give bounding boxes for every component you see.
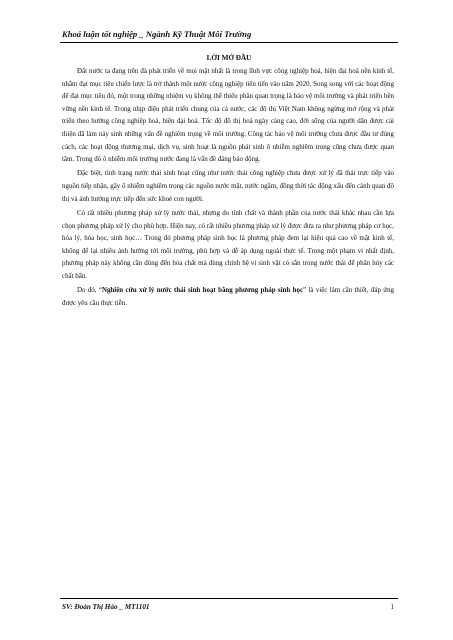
paragraph-3: Có rất nhiều phương pháp xử lý nước thải, nhưng do tính chất và thành phần của nước thải khác nhau cần lựa chọn phương pháp xử lý cho phù hợp. Hiện nay, có rất nhiều phương pháp xử lý được đưa ra như phương pháp cơ học, hóa lý, hóa học, sinh học… Trong đó phương pháp sinh học là phương pháp đem lại hiệu quả cao về mặt kinh tế, không để lại nhiều ảnh hưởng tới môi trường, phù hợp và dễ áp dụng ngoài thực tế. Trong một phạm vi nhất định, phương pháp này không cần dùng đến hóa chất mà dùng chính hệ vi sinh vật có sẵn trong nước thải để phân hủy các chất bẩn.	[62, 208, 394, 280]
closing-prefix: Do đó, “	[77, 286, 102, 295]
footer-author: SV: Đoàn Thị Hảo _ MT1101	[62, 603, 150, 611]
running-header: Khoá luận tốt nghiệp _ Ngành Kỹ Thuật Môi Trường	[62, 29, 252, 39]
thesis-topic: Nghiên cứu xử lý nước thải sinh hoạt bằng phương pháp sinh học	[101, 286, 304, 295]
page-number: 1	[390, 603, 394, 611]
footer-divider	[60, 598, 398, 599]
header-divider	[60, 42, 398, 43]
document-body	[62, 65, 394, 311]
paragraph-1: Đất nước ta đang trên đà phát triển về mọi mặt nhất là trong lĩnh vực công nghiệp hoá, hiện đại hoá nền kinh tế, nhằm đạt mục tiêu chiến lược là trở thành một nước công nghiệp tiên tiến vào năm 2020. Song song với các hoạt động để đạt mục tiêu đó, một trong những nhiệm vụ không thể thiếu phần quan trọng là bảo vệ môi trường và phát triển bền vững nền kinh tế. Trong nhịp điệu phát triển chung của cả nước, các đô thị Việt Nam không ngừng mở rộng và phát triển theo hướng công nghiệp hoá, hiện đại hoá. Tốc độ đô thị hoá ngày càng cao, đời sống của người dân được cải thiện đã làm nảy sinh những vấn đề nghiêm trọng về môi trường. Công tác bảo vệ môi trường chưa được đầu tư đúng cách, các hoạt động thương mại, dịch vụ, sinh hoạt là nguồn phát sinh ô nhiễm nghiêm trọng cũng chưa được quan tâm. Trong đó ô nhiễm môi trường nước đang là vấn đề đáng báo động.	[62, 67, 394, 164]
page-title: LỜI MỞ ĐẦU	[206, 54, 252, 62]
closing-suffix: ” là việc làm cần thiết, đáp ứng được yêu cầu thực tiễn.	[62, 286, 395, 307]
closing-paragraph	[62, 284, 394, 309]
paragraph-2: Đặc biệt, tình trạng nước thải sinh hoạt cũng như nước thải công nghiệp chưa được xử lý đã thải trực tiếp vào nguồn tiếp nhận, gây ô nhiễm nghiêm trọng các nguồn nước mặt, nước ngầm, đồng thời tác động xấu đến cảnh quan đô thị và ảnh hưởng trực tiếp đến sức khoẻ con người.	[62, 169, 394, 203]
